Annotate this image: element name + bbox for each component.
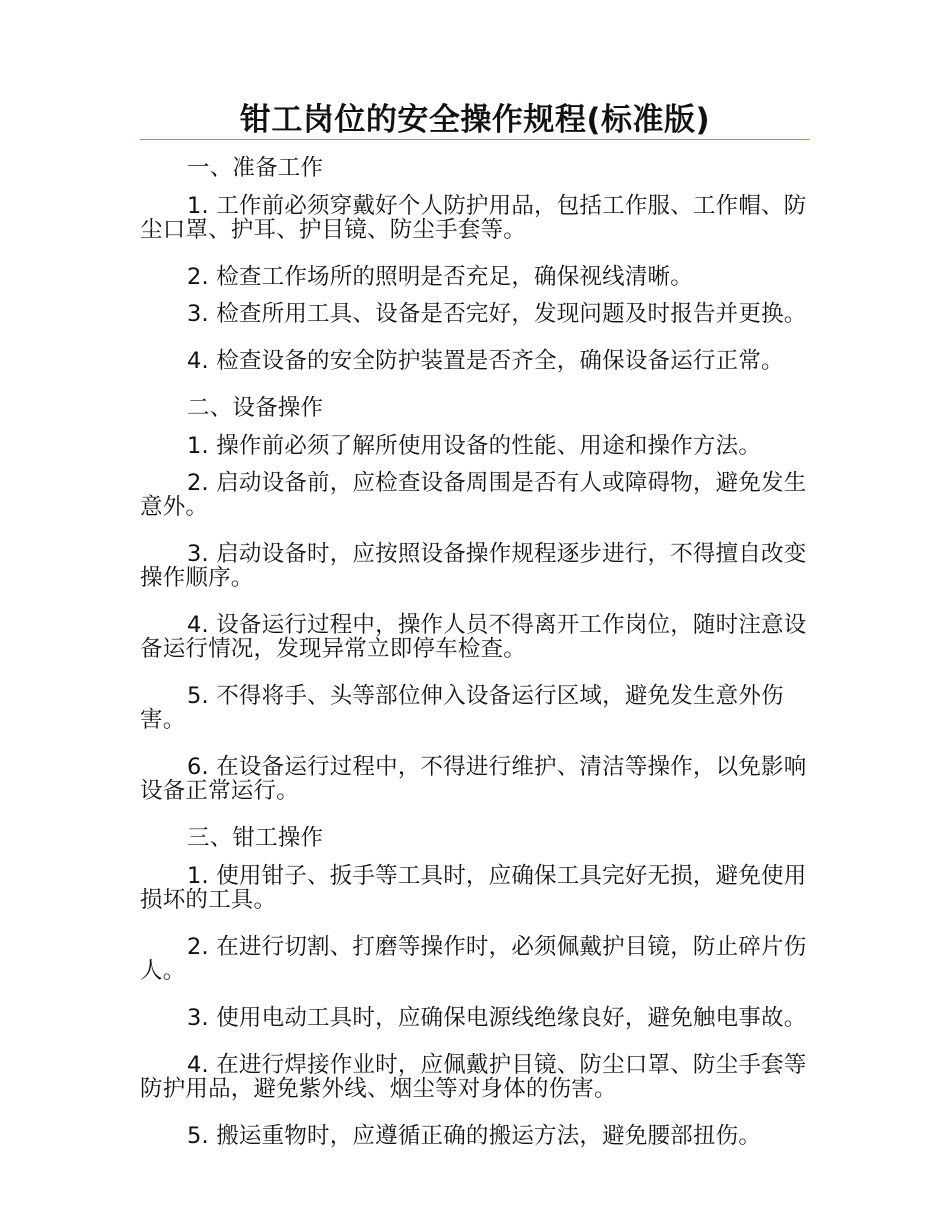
list-item: 2. 检查工作场所的照明是否充足，确保视线清晰。 <box>187 264 693 290</box>
page-title: 钳工岗位的安全操作规程(标准版) <box>239 102 711 138</box>
list-item: 5. 搬运重物时，应遵循正确的搬运方法，避免腰部扭伤。 <box>187 1123 762 1149</box>
list-item: 3. 启动设备时，应按照设备操作规程逐步进行，不得擅自改变操作顺序。 <box>140 541 807 591</box>
section-heading: 二、设备操作 <box>187 395 324 421</box>
list-item: 2. 启动设备前，应检查设备周围是否有人或障碍物，避免发生意外。 <box>140 470 807 520</box>
list-item: 5. 不得将手、头等部位伸入设备运行区域，避免发生意外伤害。 <box>140 683 784 733</box>
list-item: 6. 在设备运行过程中，不得进行维护、清洁等操作，以免影响设备正常运行。 <box>140 754 807 804</box>
title-underline <box>140 139 810 140</box>
list-item: 4. 在进行焊接作业时，应佩戴护目镜、防尘口罩、防尘手套等防护用品，避免紫外线、烟尘等对身体的伤害。 <box>140 1052 807 1102</box>
list-item: 1. 使用钳子、扳手等工具时，应确保工具完好无损，避免使用损坏的工具。 <box>140 863 807 913</box>
list-item: 2. 在进行切割、打磨等操作时，必须佩戴护目镜，防止碎片伤人。 <box>140 934 807 984</box>
list-item: 4. 检查设备的安全防护装置是否齐全，确保设备运行正常。 <box>187 348 784 374</box>
list-item: 3. 使用电动工具时，应确保电源线绝缘良好，避免触电事故。 <box>187 1005 807 1031</box>
list-item: 1. 工作前必须穿戴好个人防护用品，包括工作服、工作帽、防尘口罩、护耳、护目镜、防尘手套等。 <box>140 193 807 243</box>
list-item: 1. 操作前必须了解所使用设备的性能、用途和操作方法。 <box>187 433 762 459</box>
document-body <box>140 156 812 1161</box>
section-heading: 一、准备工作 <box>187 155 324 181</box>
list-item: 3. 检查所用工具、设备是否完好，发现问题及时报告并更换。 <box>187 301 807 327</box>
list-item: 4. 设备运行过程中，操作人员不得离开工作岗位，随时注意设备运行情况，发现异常立即停车检查。 <box>140 612 807 662</box>
section-heading: 三、钳工操作 <box>187 825 324 851</box>
